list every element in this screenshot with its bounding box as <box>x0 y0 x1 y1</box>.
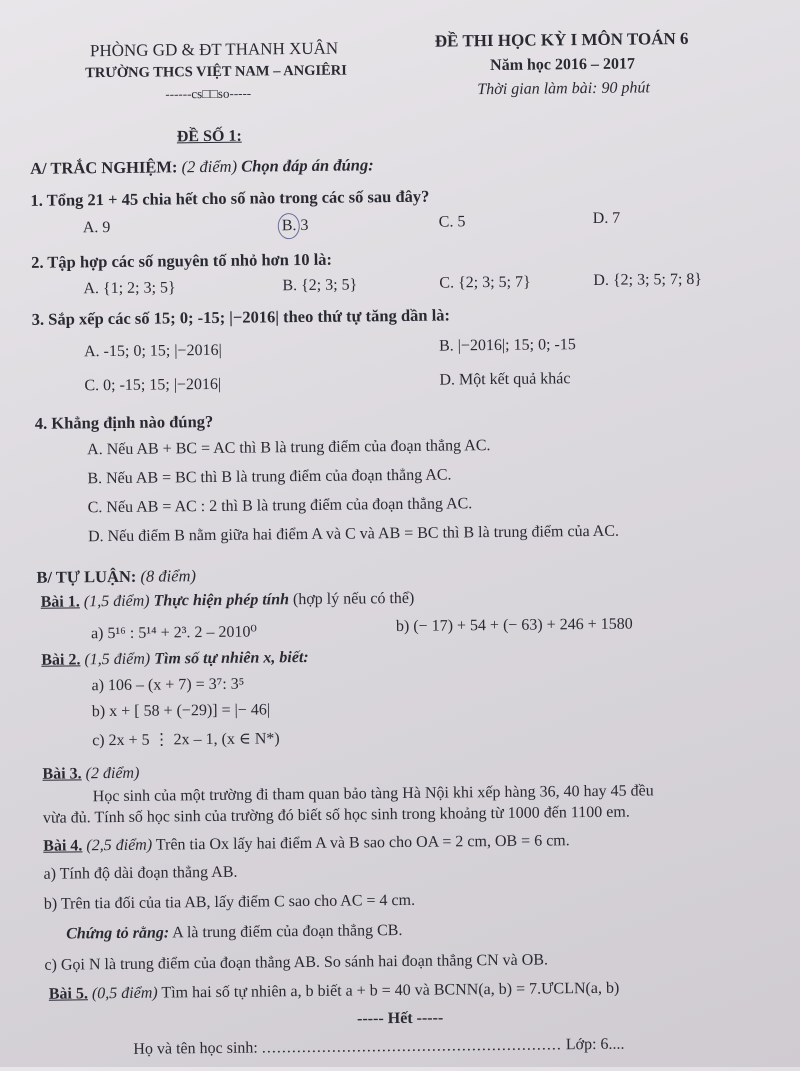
q1-option-c: C. 5 <box>438 213 466 231</box>
bai1-part-a: a) 5¹⁶ : 5¹⁴ + 2³. 2 – 2010⁰ <box>90 623 257 643</box>
part-a-heading <box>30 155 374 179</box>
student-info-line <box>133 1036 624 1059</box>
question-2: 2. Tập hợp các số nguyên tố nhỏ hơn 10 là: <box>31 249 333 272</box>
bai4-label: Bài 4. <box>43 837 83 855</box>
question-4: 4. Khẳng định nào đúng? <box>34 411 214 433</box>
question-3: 3. Sắp xếp các số 15; 0; -15; |−2016| theo thứ tự tăng dần là: <box>31 305 451 329</box>
part-b-title: B/ TỰ LUẬN: <box>36 566 137 587</box>
school-name: TRƯỜNG THCS VIỆT NAM – ANGIÊRI <box>85 62 347 82</box>
bai3-heading <box>42 765 139 784</box>
q4-option-d: D. Nếu điểm B nằm giữa hai điểm A và C và AB = BC thì B là trung điểm của AC. <box>87 522 620 546</box>
class-label: Lớp: 6.... <box>565 1035 625 1054</box>
bai4-prove-label: Chứng tỏ rằng: <box>66 924 170 943</box>
end-marker: ----- Hết ----- <box>356 1009 444 1028</box>
q2-option-a: A. {1; 2; 3; 5} <box>83 279 176 298</box>
bai2-part-b: b) x + [ 58 + (−29)] = |− 46| <box>91 701 271 721</box>
exam-title: ĐỀ THI HỌC KỲ I MÔN TOÁN 6 <box>434 28 689 51</box>
part-a-points: (2 điểm) <box>181 156 238 177</box>
bai3-label: Bài 3. <box>42 765 82 783</box>
bai3-points: (2 điểm) <box>85 764 140 783</box>
bai2-title: Tìm số tự nhiên x, biết: <box>154 648 309 668</box>
exam-code: ĐỀ SỐ 1: <box>176 127 242 146</box>
bai4-prove <box>66 922 402 944</box>
bai2-points: (1,5 điểm) <box>84 650 151 669</box>
bai4-part-b: b) Trên tia đối của tia AB, lấy điểm C sao cho AC = 4 cm. <box>43 891 416 913</box>
bai4-heading <box>43 832 570 856</box>
q3-option-a: A. -15; 0; 15; |−2016| <box>83 341 222 361</box>
bai3-line-1: Học sinh của một trường đi tham quan bảo tàng Hà Nội khi xếp hàng 36, 40 hay 45 đều <box>92 782 654 806</box>
school-year: Năm học 2016 – 2017 <box>490 55 636 75</box>
q3-option-b: B. |−2016|; 15; 0; -15 <box>438 336 576 355</box>
q1-option-d: D. 7 <box>592 209 621 227</box>
bai3-line-2: vừa đủ. Tính số học sinh của trường đó biết số học sinh trong khoảng từ 1000 đến 1100 em. <box>42 803 630 827</box>
bai4-part-c: c) Gọi N là trung điểm của đoạn thẳng AB. So sánh hai đoạn thẳng CN và OB. <box>44 951 549 974</box>
part-b-heading <box>36 566 196 588</box>
q1-option-a: A. 9 <box>82 219 111 237</box>
bai2-part-a: a) 106 – (x + 7) = 3⁷: 3⁵ <box>91 675 245 695</box>
header-ornament: ------cs□□so----- <box>165 85 252 102</box>
q4-option-a: A. Nếu AB + BC = AC thì B là trung điểm của đoạn thẳng AC. <box>87 437 491 459</box>
exam-duration: Thời gian làm bài: 90 phút <box>477 79 650 99</box>
bai2-label: Bài 2. <box>41 651 81 669</box>
q2-option-d: D. {2; 3; 5; 7; 8} <box>593 270 703 289</box>
bai2-heading <box>41 649 309 670</box>
bai1-title: Thực hiện phép tính <box>153 591 290 610</box>
q4-option-b: B. Nếu AB = BC thì B là trung điểm của đoạn thẳng AC. <box>87 466 452 488</box>
department-name: PHÒNG GD & ĐT THANH XUÂN <box>89 38 339 61</box>
part-b-points: (8 điểm) <box>140 566 197 586</box>
student-name-blank: ............................................................ <box>261 1036 562 1057</box>
q3-option-d: D. Một kết quả khác <box>439 370 571 389</box>
bai5-heading <box>49 980 620 1004</box>
bai4-part-a: a) Tính độ dài đoạn thẳng AB. <box>43 863 238 883</box>
q2-option-c: C. {2; 3; 5; 7} <box>439 273 531 292</box>
bai2-part-c: c) 2x + 5 ⋮ 2x – 1, (x ∈ N*) <box>92 730 280 750</box>
bai1-points: (1,5 điểm) <box>83 592 150 611</box>
bai1-part-b: b) (− 17) + 54 + (− 63) + 246 + 1580 <box>395 615 633 636</box>
bai1-note: (hợp lý nếu có thể) <box>292 589 415 609</box>
question-1: 1. Tổng 21 + 45 chia hết cho số nào trong các số sau đây? <box>30 186 430 210</box>
q2-option-b: B. {2; 3; 5} <box>282 276 358 295</box>
student-name-label: Họ và tên học sinh: <box>133 1039 262 1058</box>
q1-option-b: B. 3 <box>281 216 309 235</box>
bai1-heading <box>41 590 415 612</box>
part-a-title: A/ TRẮC NGHIỆM: <box>30 157 178 178</box>
part-a-instruction: Chọn đáp án đúng: <box>241 155 374 176</box>
bai5-label: Bài 5. <box>48 985 89 1003</box>
bai1-label: Bài 1. <box>40 593 80 611</box>
q3-option-c: C. 0; -15; 15; |−2016| <box>84 375 222 395</box>
q4-option-c: C. Nếu AB = AC : 2 thì B là trung điểm của đoạn thẳng AC. <box>87 495 473 517</box>
bai4-prove-text: A là trung điểm của đoạn thẳng CB. <box>172 921 403 942</box>
bai5-text: Tìm hai số tự nhiên a, b biết a + b = 40 và BCNN(a, b) = 7.ƯCLN(a, b) <box>161 979 620 1002</box>
bai4-points: (2,5 điểm) <box>86 836 153 855</box>
bai4-text: Trên tia Ox lấy hai điểm A và B sao cho OA = 2 cm, OB = 6 cm. <box>155 832 570 854</box>
answer-circle-mark <box>278 213 300 239</box>
bai5-points: (0,5 điểm) <box>91 984 158 1003</box>
